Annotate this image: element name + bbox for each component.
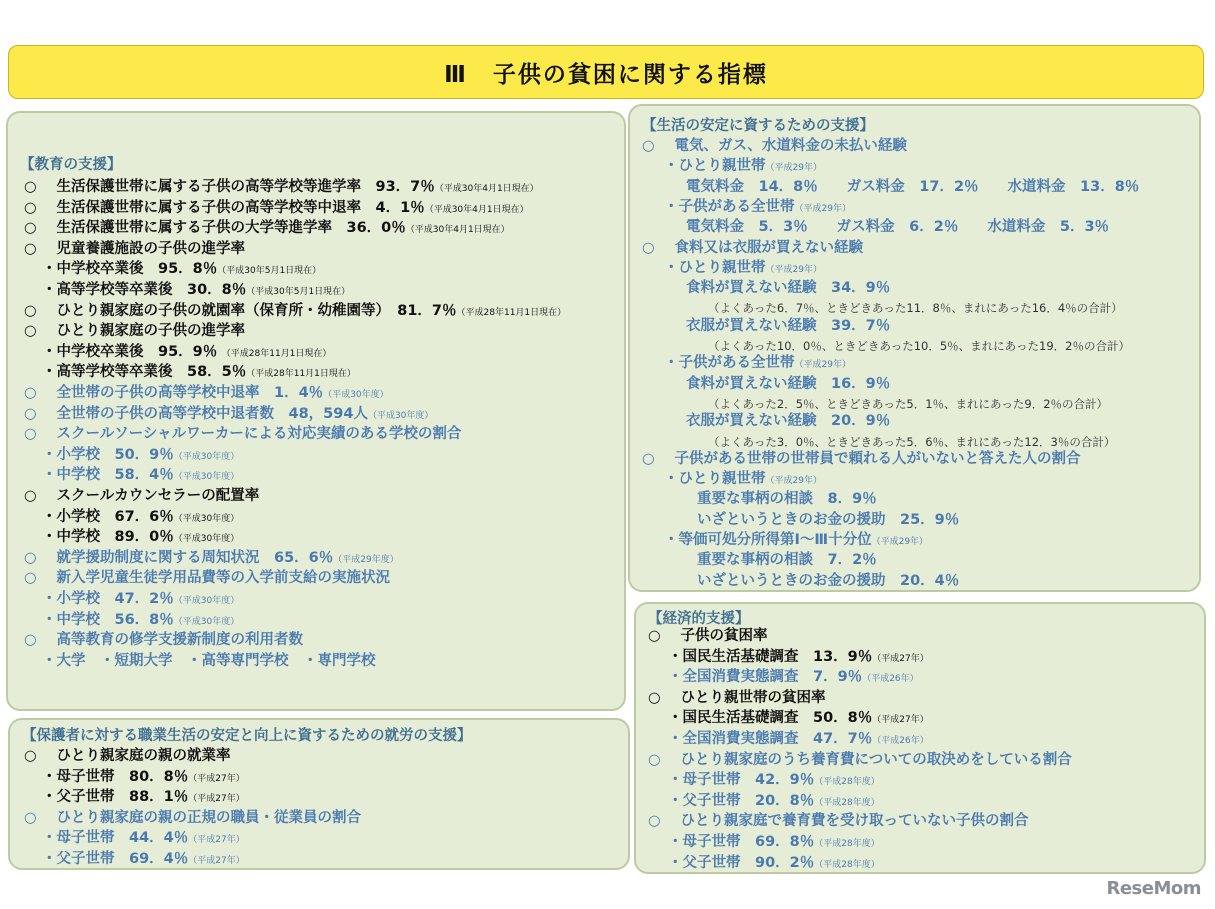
indicator-text: ひとり親家庭の親の就業率 [56,748,231,764]
employment-support-panel [8,718,630,870]
indicator-line [24,404,433,426]
indicator-text: ・子供がある全世帯 [664,355,795,372]
indicator-line [686,411,890,431]
bullet-circle: ○ [24,426,37,443]
indicator-text: ・中学校 58．4％ [42,467,174,484]
indicator-line [42,362,356,384]
bullet-circle: ○ [648,689,661,706]
breakdown-note: （よくあった2．5％、ときどきあった5．1％、まれにあった9．2％の合計） [708,396,1109,411]
indicator-text: ・ひとり親世帯 [664,259,766,276]
employment-support-heading: 【保護者に対する職業生活の安定と向上に資するための就労の支援】 [22,728,472,744]
indicator-line [668,853,880,874]
indicator-line [24,301,566,323]
indicator-line [24,568,390,588]
indicator-text: ひとり親家庭で養育費を受け取っていない子供の割合 [680,813,1029,830]
living-support-heading: 【生活の安定に資するための支援】 [642,118,874,134]
date-note: （平成28年11月1日現在） [246,369,356,380]
indicator-text: 就学援助制度に関する周知状況 65．6％ [56,549,334,566]
date-note: （平成30年5月1日現在） [246,287,351,297]
indicator-text: ・大学 ・短期大学 ・高等専門学校 ・専門学校 [42,652,376,669]
bullet-circle: ○ [642,239,655,256]
indicator-line [686,316,890,336]
bullet-circle: ○ [24,385,37,401]
indicator-line [648,811,1029,831]
indicator-line [42,507,239,529]
date-note: （平成26年） [872,736,929,746]
indicator-text: 新入学児童生徒学用品費等の入学前支給の実施状況 [56,570,390,587]
indicator-line [24,383,389,405]
indicator-text: ・全国消費実態調査 7．9％ [668,669,863,686]
resemom-logo: ReseMom [1106,878,1201,899]
indicator-line [42,527,239,549]
indicator-line [642,136,907,156]
date-note: （平成28年11月1日現在） [456,307,567,318]
breakdown-note: （よくあった6．7％、ときどきあった11．8％、まれにあった16．4％の合計） [708,301,1123,316]
indicator-line [664,156,822,178]
indicator-text: いざというときのお金の援助 25．9％ [697,511,960,528]
indicator-text: 子供がある世帯の世帯員で頼れる人がいないと答えた人の割合 [674,450,1081,467]
indicator-line [42,342,331,364]
date-note: （平成30年4月1日現在） [434,184,539,194]
date-note: （平成30年度） [173,616,240,627]
indicator-line [686,278,890,298]
indicator-text: ・全国消費実態調査 47．7％ [668,731,873,747]
indicator-line [648,750,1072,770]
indicator-text: ・父子世帯 20．8％ [668,792,815,809]
date-note: （平成27年） [188,835,245,846]
date-note: （平成27年） [188,794,245,805]
indicator-line [42,589,239,611]
indicator-line [648,626,768,646]
indicator-line [42,651,376,671]
indicator-text: ・国民生活基礎調査 13．9％ [668,648,873,665]
date-note: （平成28年11月1日現在） [217,348,332,359]
indicator-line [664,469,822,491]
education-support-heading: 【教育の支援】 [20,157,122,173]
indicator-line [664,258,822,280]
indicator-line [697,571,959,591]
breakdown-note: （よくあった10．0％、ときどきあった10．5％、まれにあった19．2％の合計） [708,339,1131,353]
indicator-text: 生活保護世帯に属する子供の大学等進学率 36．0％ [56,220,406,237]
indicator-line [24,321,245,341]
bullet-circle: ○ [24,199,37,216]
date-note: （平成26年） [862,674,919,685]
indicator-line [24,218,510,240]
date-note: （平成27年） [188,856,245,866]
date-note: （平成30年度） [173,534,240,545]
indicator-line [24,548,399,570]
indicator-line [42,767,245,789]
indicator-text: ・父子世帯 69．4％ [42,851,189,867]
indicator-line [42,280,350,302]
indicator-line [24,239,245,259]
indicator-line [24,486,259,506]
bullet-circle: ○ [24,632,37,649]
indicator-line [668,708,929,730]
date-note: （平成27年） [872,715,929,726]
indicator-line [42,849,245,870]
indicator-text: ・高等学校等卒業後 58．5％ [42,364,247,381]
indicator-text: 食料が買えない経験 34．9％ [686,280,891,297]
indicator-line [42,465,239,487]
indicator-text: ・小学校 67．6％ [42,508,174,525]
date-note: （平成29年度） [333,554,399,565]
indicator-line [42,445,239,467]
indicator-text: ・中学校卒業後 95．9％ [42,343,218,360]
indicator-line [697,550,877,570]
date-note: （平成28年度） [814,777,880,788]
indicator-line [24,808,361,828]
indicator-line [668,832,880,854]
date-note: （平成29年） [765,264,822,275]
economic-support-heading: 【経済的支援】 [648,611,750,627]
bullet-circle: ○ [24,570,37,587]
indicator-line [24,746,231,766]
bullet-circle: ○ [648,813,661,830]
indicator-text: 食料が買えない経験 16．9％ [686,375,891,392]
indicator-text: ・子供がある全世帯 [664,198,795,215]
bullet-circle: ○ [642,138,655,154]
date-note: （平成29年） [765,163,822,174]
indicator-line [642,449,1081,469]
indicator-text: ・父子世帯 90．2％ [668,854,815,871]
indicator-text: ・中学校 89．0％ [42,529,174,546]
indicator-text: ・母子世帯 44．4％ [42,830,189,847]
indicator-line [697,510,959,530]
indicator-line [42,828,245,850]
indicator-text: 全世帯の子供の高等学校中退率 1．4％ [56,385,324,401]
indicator-line [686,217,1109,237]
bullet-circle: ○ [24,302,37,319]
indicator-text: ・等価可処分所得第Ⅰ～Ⅲ十分位 [664,532,872,548]
indicator-text: ・国民生活基礎調査 50．8％ [668,710,873,727]
indicator-text: ・中学校卒業後 95．8％ [42,261,218,278]
indicator-line [686,177,1139,197]
indicator-line [24,424,461,444]
indicator-line [24,198,529,220]
bullet-circle: ○ [24,323,37,340]
indicator-text: 生活保護世帯に属する子供の高等学校等進学率 93．7％ [56,179,435,195]
bullet-circle: ○ [24,488,37,504]
indicator-text: ひとり親家庭のうち養育費についての取決めをしている割合 [680,751,1072,768]
indicator-text: ひとり親家庭の親の正規の職員・従業員の割合 [56,809,361,826]
indicator-line [686,374,890,394]
indicator-text: ・ひとり親世帯 [664,471,766,488]
date-note: （平成30年度） [367,410,434,421]
indicator-text: ひとり親家庭の子供の就園率（保育所・幼稚園等） 81．7％ [56,302,457,319]
indicator-line [42,787,245,809]
bullet-circle: ○ [642,450,655,467]
indicator-line [668,647,929,669]
indicator-line [697,489,877,509]
indicator-text: ・父子世帯 88．1％ [42,789,189,806]
indicator-text: 食料又は衣服が買えない経験 [674,239,863,256]
indicator-text: ・中学校 56．8％ [42,611,174,628]
indicator-text: 全世帯の子供の高等学校中退者数 48，594人 [56,405,368,422]
indicator-text: ・小学校 47．2％ [42,591,174,607]
indicator-text: ひとり親家庭の子供の進学率 [56,323,245,340]
date-note: （平成30年度） [173,472,240,483]
date-note: （平成30年4月1日現在） [405,225,510,236]
indicator-line [24,177,539,199]
indicator-line [668,770,880,792]
indicator-text: ・小学校 50．9％ [42,446,174,463]
indicator-text: 高等教育の修学支援新制度の利用者数 [56,632,303,649]
breakdown-note: （よくあった3．0％、ときどきあった5．6％、まれにあった12．3％の合計） [708,434,1116,449]
date-note: （平成27年） [872,653,929,664]
indicator-line [664,530,928,552]
date-note: （平成28年度） [814,797,880,808]
date-note: （平成29年） [794,203,851,214]
date-note: （平成27年） [188,773,245,784]
indicator-line [664,197,851,219]
indicator-text: ・母子世帯 42．9％ [668,772,815,789]
bullet-circle: ○ [24,240,37,257]
bullet-circle: ○ [24,809,37,826]
date-note: （平成30年度） [173,596,240,606]
page-title: Ⅲ 子供の貧困に関する指標 [8,45,1204,99]
bullet-circle: ○ [648,628,661,644]
economic-support-panel [634,602,1206,874]
indicator-text: 生活保護世帯に属する子供の高等学校等中退率 4．1％ [56,199,425,216]
date-note: （平成29年） [765,476,822,487]
indicator-line [668,729,929,751]
indicator-line [24,630,303,650]
indicator-text: 児童養護施設の子供の進学率 [56,240,245,257]
bullet-circle: ○ [24,179,37,195]
indicator-line [42,259,321,281]
indicator-text: ・ひとり親世帯 [664,158,766,175]
date-note: （平成28年度） [814,839,880,849]
education-support-panel [6,111,626,711]
bullet-circle: ○ [24,549,37,566]
date-note: （平成29年） [871,537,929,547]
indicator-line [42,610,239,632]
indicator-text: 重要な事柄の相談 8．9％ [697,491,877,508]
indicator-text: スクールカウンセラーの配置率 [56,488,260,504]
indicator-text: 電気料金 14．8％ ガス料金 17．2％ 水道料金 13．8％ [686,178,1140,195]
bullet-circle: ○ [24,748,37,764]
bullet-circle: ○ [24,220,37,237]
indicator-text: 電気、ガス、水道料金の未払い経験 [674,138,907,154]
indicator-line [668,791,880,813]
indicator-text: いざというときのお金の援助 20．4％ [697,572,960,589]
date-note: （平成30年4月1日現在） [424,204,529,215]
indicator-text: スクールソーシャルワーカーによる対応実績のある学校の割合 [56,426,462,443]
indicator-line [668,667,919,689]
indicator-text: ・母子世帯 80．8％ [42,768,189,785]
date-note: （平成30年度） [323,390,389,400]
living-support-panel [628,104,1201,592]
indicator-text: 衣服が買えない経験 39．7％ [686,317,891,334]
indicator-text: ・母子世帯 69．8％ [668,834,815,850]
date-note: （平成30年度） [173,513,240,524]
indicator-text: 衣服が買えない経験 20．9％ [686,413,891,430]
indicator-line [664,353,851,375]
date-note: （平成28年度） [814,859,880,870]
date-note: （平成29年） [794,360,851,371]
date-note: （平成30年度） [173,451,240,462]
indicator-text: 電気料金 5．3％ ガス料金 6．2％ 水道料金 5．3％ [686,219,1110,236]
indicator-line [648,688,826,708]
indicator-text: 子供の貧困率 [680,628,768,644]
indicator-text: ・高等学校等卒業後 30．8％ [42,282,247,298]
indicator-text: 重要な事柄の相談 7．2％ [697,552,877,569]
indicator-text: ひとり親世帯の貧困率 [680,689,826,706]
bullet-circle: ○ [648,751,661,768]
indicator-line [642,238,863,258]
date-note: （平成30年5月1日現在） [217,266,322,277]
bullet-circle: ○ [24,405,37,422]
